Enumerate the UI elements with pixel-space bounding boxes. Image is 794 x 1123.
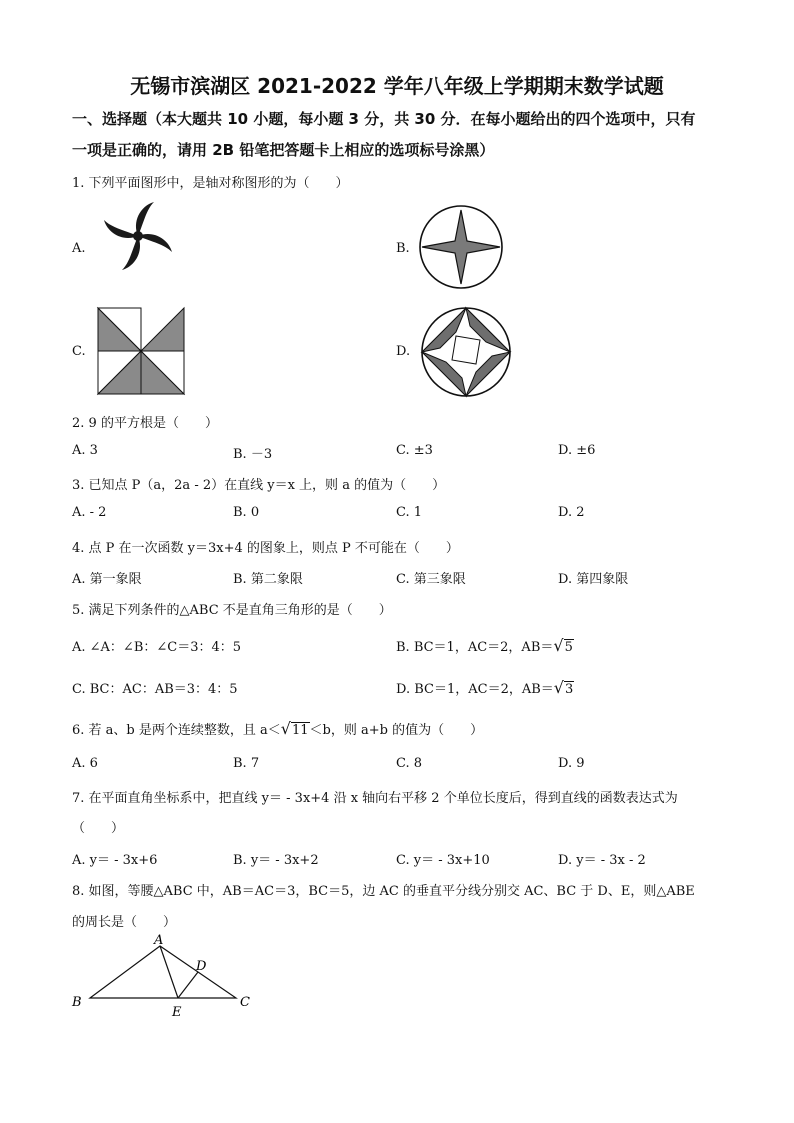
point-b-label: B <box>72 995 82 1010</box>
question-7-stem-line1: 7. 在平面直角坐标系中，把直线 y＝ - 3x+4 沿 x 轴向右平移 2 个单位长度后，得到直线的函数表达式为 <box>72 791 678 806</box>
q1-option-d-label: D. <box>396 344 411 359</box>
question-2-stem: 2. 9 的平方根是（ ） <box>72 416 218 431</box>
q5-option-a: A. ∠A：∠B：∠C＝3：4：5 <box>72 640 242 655</box>
q1-option-a-label: A. <box>72 241 86 256</box>
q7-option-b: B. y＝ - 3x+2 <box>233 853 319 868</box>
q1-option-b-label: B. <box>396 241 410 256</box>
q1-figure-a-pinwheel <box>88 200 188 272</box>
q6-option-c: C. 8 <box>396 756 423 771</box>
q1-figure-c-windmill <box>96 306 186 396</box>
q5-option-b-radicand: 5 <box>564 640 573 655</box>
point-a-label: A <box>154 933 164 948</box>
point-c-label: C <box>240 995 250 1010</box>
q6-option-b: B. 7 <box>233 756 260 771</box>
q1-figure-b-star-in-circle <box>416 204 506 290</box>
page-title: 无锡市滨湖区 2021-2022 学年八年级上学期期末数学试题 <box>130 74 664 98</box>
q4-option-a: A. 第一象限 <box>72 572 142 587</box>
q6-radicand: 11 <box>291 723 309 738</box>
question-7-stem-line2: （ ） <box>72 821 125 836</box>
question-1-stem: 1. 下列平面图形中，是轴对称图形的为（ ） <box>72 176 349 191</box>
section-heading-line2: 一项是正确的，请用 2B 铅笔把答题卡上相应的选项标号涂黑） <box>72 141 495 159</box>
q3-option-c: C. 1 <box>396 505 423 520</box>
question-5-stem: 5. 满足下列条件的△ABC 不是直角三角形的是（ ） <box>72 603 392 618</box>
q6-option-d: D. 9 <box>558 756 585 771</box>
q5-option-d-radicand: 3 <box>565 682 574 697</box>
question-4-stem: 4. 点 P 在一次函数 y＝3x+4 的图象上，则点 P 不可能在（ ） <box>72 541 459 556</box>
q1-figure-d-square-in-circle <box>420 306 512 398</box>
q3-option-b: B. 0 <box>233 505 260 520</box>
question-8-stem-line1: 8. 如图，等腰△ABC 中，AB＝AC＝3，BC＝5，边 AC 的垂直平分线分别交 AC、BC 于 D、E，则△ABE <box>72 884 695 899</box>
q7-option-c: C. y＝ - 3x+10 <box>396 853 490 868</box>
q5-option-c: C. BC：AC：AB＝3：4：5 <box>72 682 238 697</box>
point-e-label: E <box>172 1005 182 1020</box>
q4-option-d: D. 第四象限 <box>558 572 629 587</box>
q6-option-a: A. 6 <box>72 756 98 771</box>
q5-option-b: B. BC＝1，AC＝2，AB＝√5 <box>396 636 573 655</box>
q2-option-b: B. －3 <box>233 447 273 462</box>
q3-option-a: A. - 2 <box>72 505 107 520</box>
q5-option-b-text: B. BC＝1，AC＝2，AB＝ <box>396 640 554 655</box>
q6-stem-start: 6. 若 a、b 是两个连续整数，且 a＜ <box>72 723 281 738</box>
question-6-stem: 6. 若 a、b 是两个连续整数，且 a＜√11＜b，则 a+b 的值为（ ） <box>72 719 484 738</box>
segment-de <box>178 972 198 998</box>
q7-option-d: D. y＝ - 3x - 2 <box>558 853 646 868</box>
point-d-label: D <box>196 959 207 974</box>
q4-option-c: C. 第三象限 <box>396 572 466 587</box>
q5-option-d-text: D. BC＝1，AC＝2，AB＝ <box>396 682 554 697</box>
question-3-stem: 3. 已知点 P（a，2a - 2）在直线 y＝x 上，则 a 的值为（ ） <box>72 478 446 493</box>
question-8-stem-line2: 的周长是（ ） <box>72 915 177 930</box>
q2-option-c: C. ±3 <box>396 443 433 458</box>
q8-triangle-figure <box>68 932 268 1022</box>
q5-option-d: D. BC＝1，AC＝2，AB＝√3 <box>396 678 574 697</box>
segment-ae <box>160 946 178 998</box>
q1-option-c-label: C. <box>72 344 86 359</box>
q4-option-b: B. 第二象限 <box>233 572 303 587</box>
section-heading-line1: 一、选择题（本大题共 10 小题，每小题 3 分，共 30 分．在每小题给出的四个选项中，只有 <box>72 110 696 128</box>
q6-stem-end: ＜b，则 a+b 的值为（ ） <box>309 723 484 738</box>
q3-option-d: D. 2 <box>558 505 585 520</box>
q7-option-a: A. y＝ - 3x+6 <box>72 853 158 868</box>
q2-option-a: A. 3 <box>72 443 98 458</box>
q2-option-d: D. ±6 <box>558 443 596 458</box>
